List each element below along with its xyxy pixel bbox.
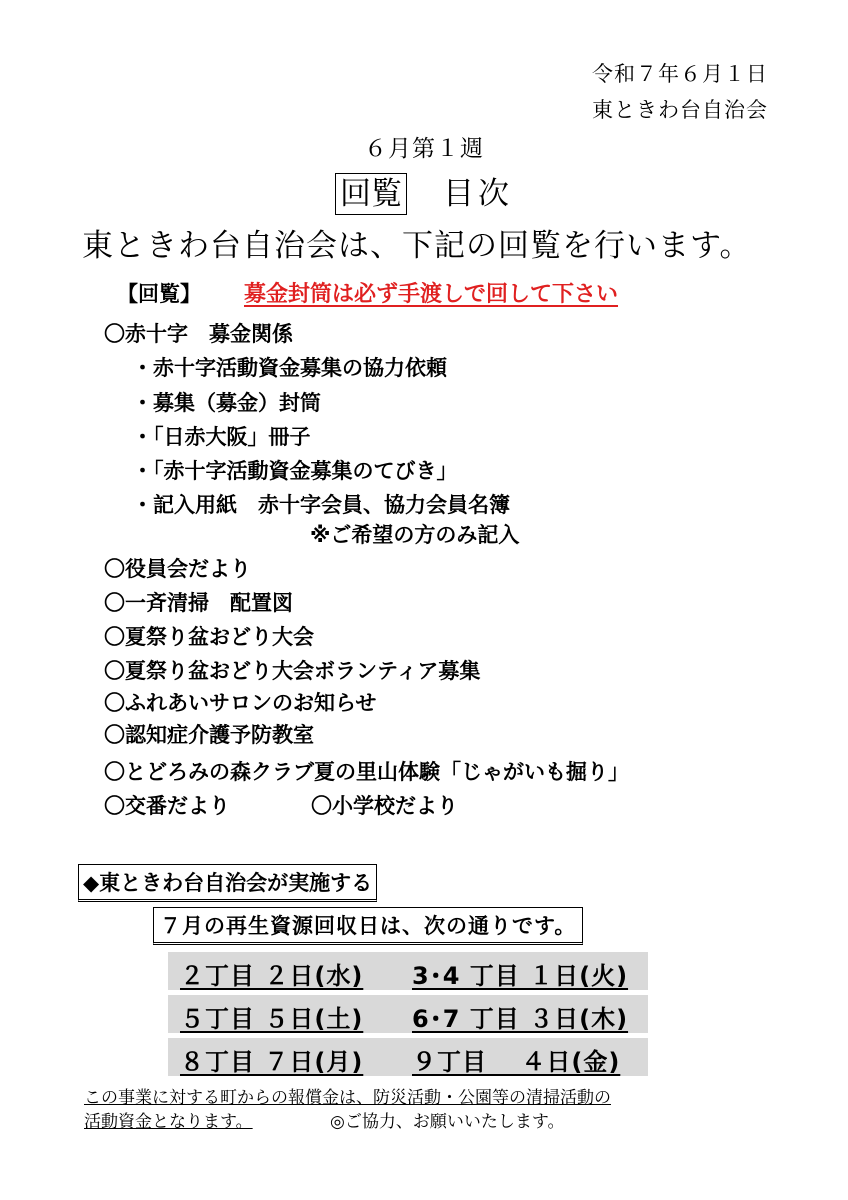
schedule-cell: 6･7 丁目 ３日(木) [412, 1005, 629, 1033]
schedule-row [168, 1038, 648, 1076]
schedule-cell: ８丁目 ７日(月) [180, 1048, 364, 1076]
organization-name: 東ときわ台自治会 [592, 98, 768, 122]
schedule-cell: ９丁目 ４日(金) [412, 1048, 621, 1076]
kairan-label: 【回覧】 [117, 282, 201, 306]
week-label: ６月第１週 [364, 136, 484, 162]
schedule-row [168, 995, 648, 1033]
section-heading: ◆東ときわ台自治会が実施する [78, 864, 377, 902]
list-item: 〇とどろみの森クラブ夏の里山体験「じゃがいも掘り」 [104, 760, 629, 784]
list-item: 〇認知症介護予防教室 [104, 723, 314, 747]
title-boxed-word: 回覧 [335, 173, 407, 215]
title-text: 目次 [443, 176, 513, 212]
item-red-cross: 〇赤十字 募金関係 [104, 322, 293, 346]
sub-item: ・記入用紙 赤十字会員、協力会員名簿 [132, 493, 510, 517]
recycle-heading: ７月の再生資源回収日は、次の通りです。 [153, 907, 583, 945]
sub-item: ・「赤十字活動資金募集のてびき」 [132, 459, 458, 483]
intro-text: 東ときわ台自治会は、下記の回覧を行います。 [82, 228, 752, 264]
list-item: 〇夏祭り盆おどり大会 [104, 625, 314, 649]
footer-thanks: ◎ご協力、お願いいたします。 [330, 1112, 565, 1132]
schedule-row [168, 952, 648, 990]
list-item: 〇一斉清掃 配置図 [104, 591, 293, 615]
sub-item: ・募集（募金）封筒 [132, 391, 321, 415]
document-date: 令和７年６月１日 [592, 62, 768, 86]
list-item: 〇交番だより [104, 794, 230, 818]
list-item: 〇役員会だより [104, 557, 251, 581]
list-item: 〇小学校だより [311, 794, 458, 818]
document-title [0, 168, 848, 213]
sub-item: ・赤十字活動資金募集の協力依頼 [132, 356, 447, 380]
list-item: 〇夏祭り盆おどり大会ボランティア募集 [104, 659, 481, 683]
schedule-cell: ５丁目 ５日(土) [180, 1005, 364, 1033]
sub-item-note: ※ご希望の方のみ記入 [310, 523, 520, 547]
schedule-cell: ２丁目 ２日(水) [180, 962, 364, 990]
sub-item: ・「日赤大阪」冊子 [132, 425, 311, 449]
footer-note: 活動資金となります。 [84, 1112, 253, 1132]
schedule-cell: 3･4 丁目 １日(火) [412, 962, 629, 990]
footer-note: この事業に対する町からの報償金は、防災活動・公園等の清掃活動の [84, 1088, 611, 1108]
handover-notice: 募金封筒は必ず手渡しで回して下さい [244, 282, 619, 307]
list-item: 〇ふれあいサロンのお知らせ [104, 691, 377, 715]
